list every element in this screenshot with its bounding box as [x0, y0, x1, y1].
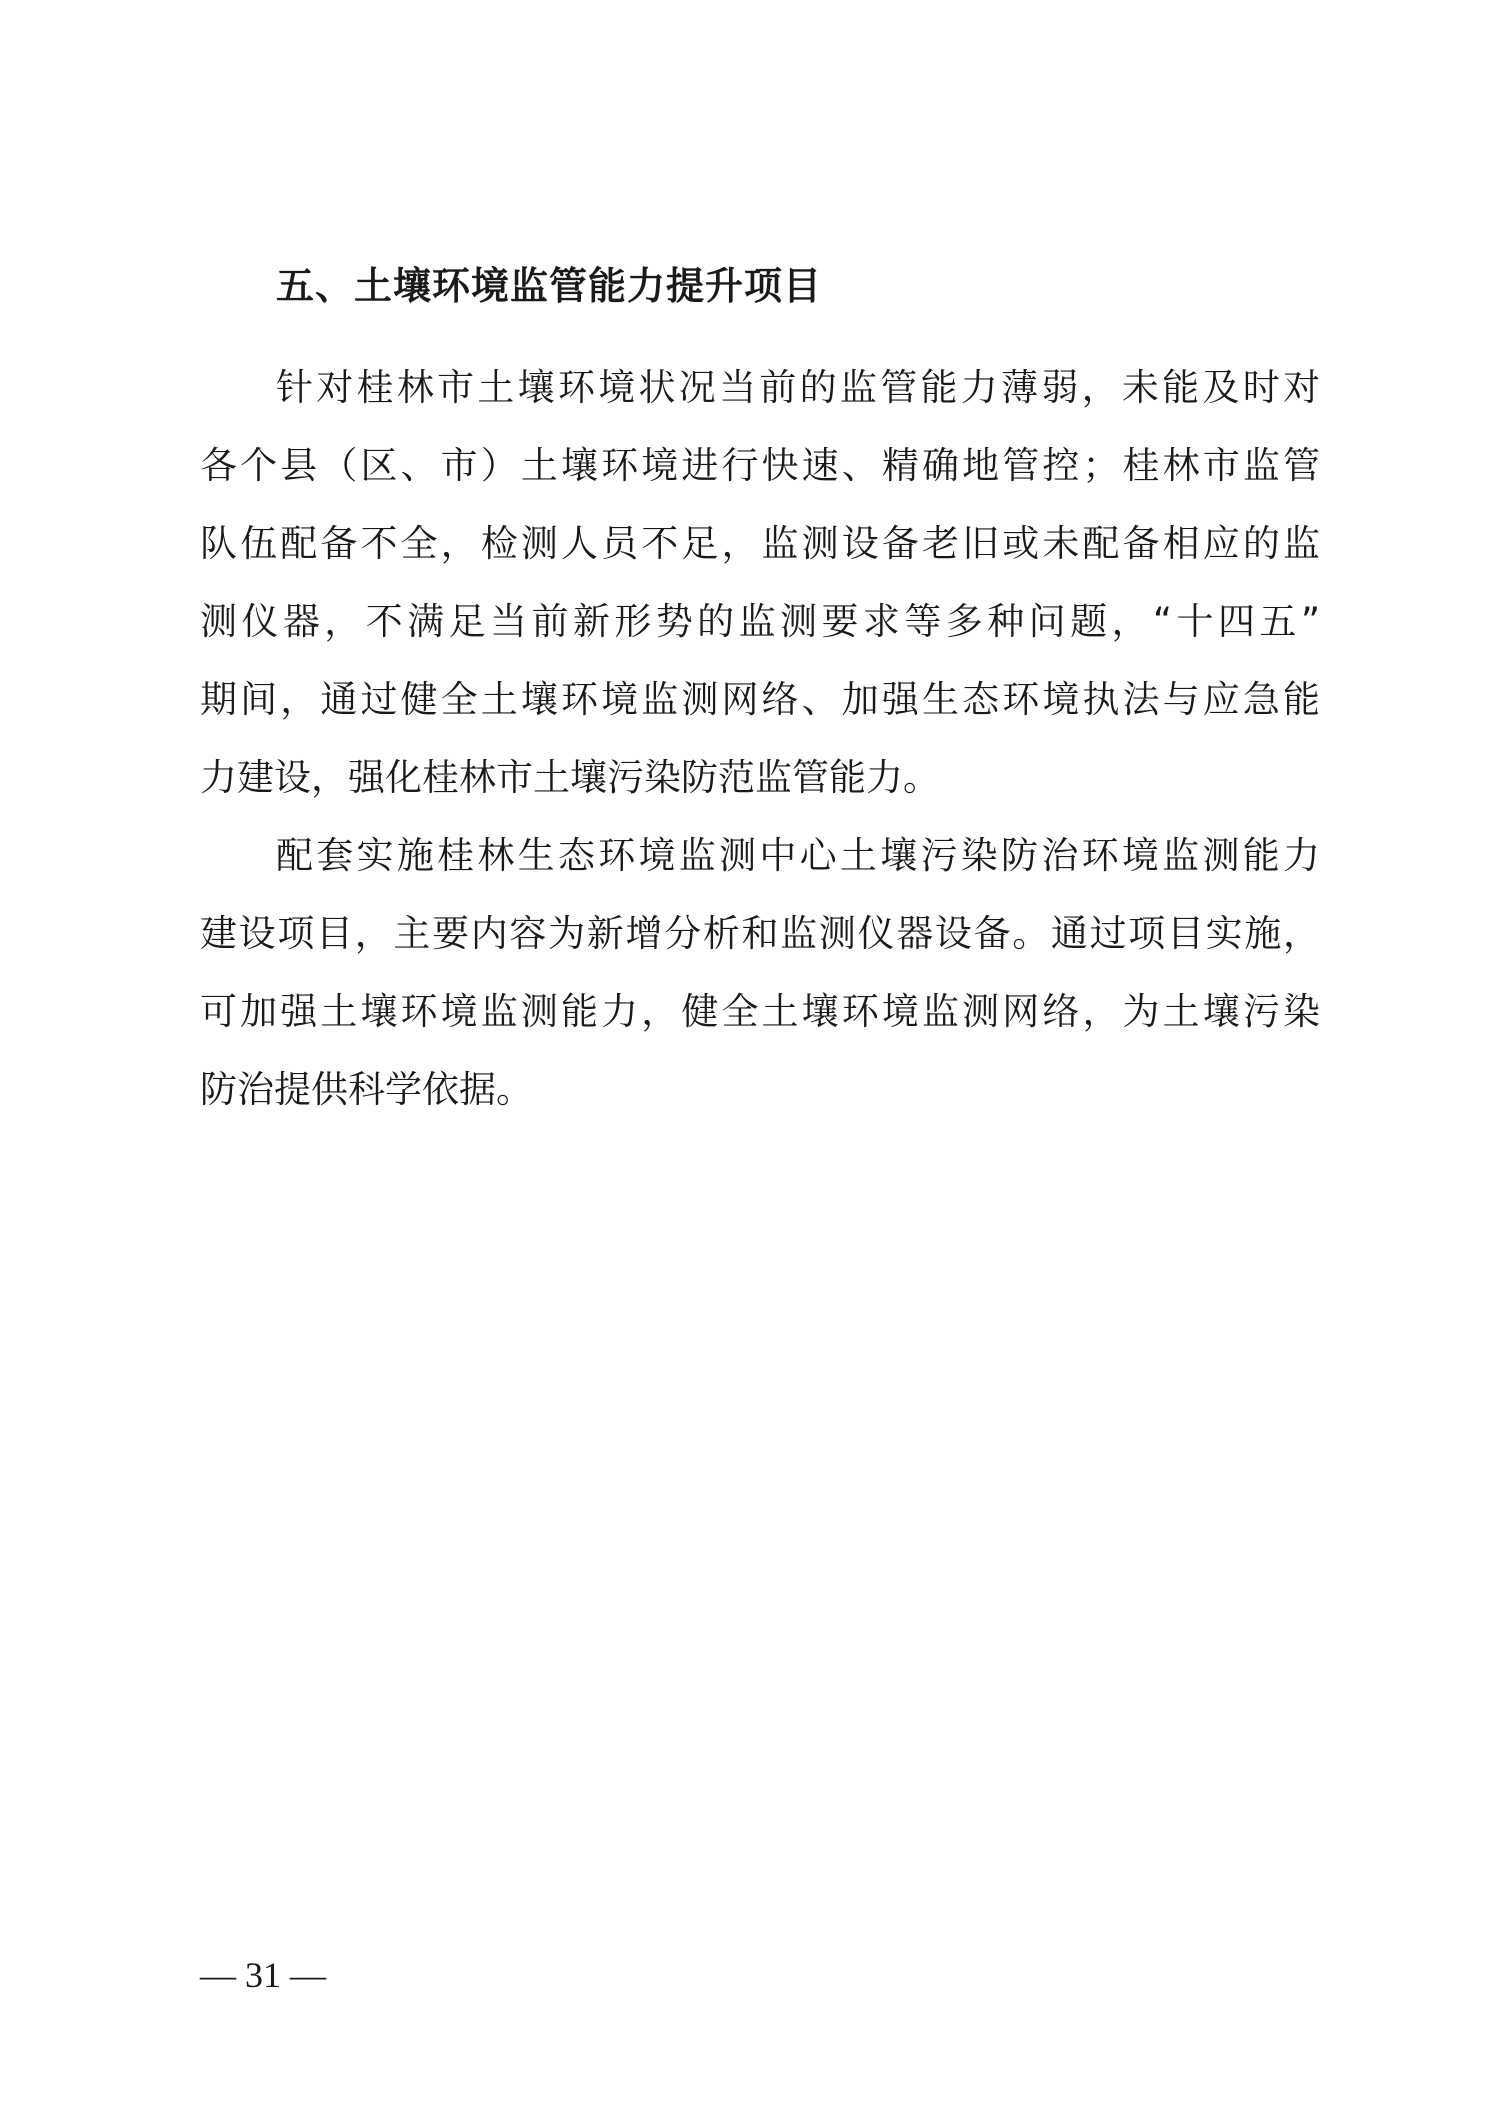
- paragraph-line: 防治提供科学依据。: [200, 1068, 533, 1111]
- paragraph-line: 测仪器，不满足当前新形势的监测要求等多种问题，“十四五”: [200, 600, 1320, 643]
- paragraph-line: 期间，通过健全土壤环境监测网络、加强生态环境执法与应急能: [200, 678, 1320, 721]
- page-number: — 31 —: [200, 1955, 326, 1995]
- paragraph-line: 队伍配备不全，检测人员不足，监测设备老旧或未配备相应的监: [200, 522, 1320, 565]
- paragraph-line: 可加强土壤环境监测能力，健全土壤环境监测网络，为土壤污染: [200, 990, 1320, 1033]
- section-heading: 五、土壤环境监管能力提升项目: [276, 264, 823, 308]
- paragraph-line: 力建设，强化桂林市土壤污染防范监管能力。: [200, 756, 940, 799]
- paragraph-line: 各个县（区、市）土壤环境进行快速、精确地管控；桂林市监管: [200, 444, 1320, 487]
- paragraph-line: 建设项目，主要内容为新增分析和监测仪器设备。通过项目实施，: [200, 912, 1320, 955]
- paragraph-line: 配套实施桂林生态环境监测中心土壤污染防治环境监测能力: [276, 834, 1320, 877]
- paragraph-line: 针对桂林市土壤环境状况当前的监管能力薄弱，未能及时对: [276, 366, 1320, 409]
